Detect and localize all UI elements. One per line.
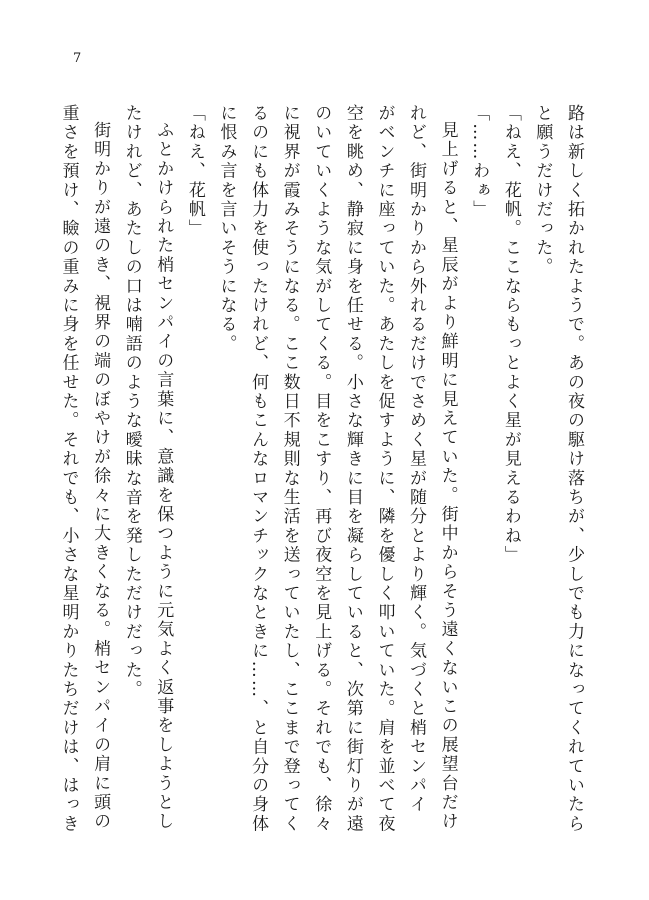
dialogue-line: 「ねえ、花帆」 [184, 104, 205, 239]
text-line: るのにも体力を使ったけれど、何もこんなロマンチックなときに……、と自分の身体 [248, 104, 269, 834]
text-line: 空を眺め、静寂に身を任せる。小さな輝きに目を凝らしていると、次第に街灯りが遠 [342, 104, 363, 834]
text-line: に恨み言を言いそうになる。 [216, 104, 237, 354]
vertical-text-body [49, 104, 589, 844]
text-line: たけれど、あたしの口は喃語のような曖昧な音を発しただけだった。 [121, 104, 142, 700]
text-line: がベンチに座っていた。あたしを促すように、隣を優しく叩いていた。肩を並べて夜 [374, 104, 395, 834]
dialogue-line: 「ねえ、花帆。ここならもっとよく星が見えるわね」 [500, 104, 521, 565]
text-line: のいていくような気がしてくる。目をこすり、再び夜空を見上げる。それでも、徐々 [311, 104, 332, 834]
text-line: に視界が霞みそうになる。ここ数日不規則な生活を送っていたし、ここまで登ってく [279, 104, 300, 834]
text-line: れど、街明かりから外れるだけでさめく星が随分とより輝く。気づくと梢センパイ [406, 104, 427, 815]
paragraph-start-line: 街明かりが遠のき、視界の端のぼやけが徐々に大きくなる。梢センパイの肩に頭の [90, 121, 111, 832]
paragraph-start-line: ふとかけられた梢センパイの言葉に、意識を保つように元気よく返事をしようとし [153, 121, 174, 832]
text-line: と願うだけだった。 [532, 104, 553, 277]
text-line: 重さを預け、瞼の重みに身を任せた。それでも、小さな星明かりたちだけは、はっき [58, 104, 79, 834]
page-number: 7 [73, 51, 82, 66]
dialogue-line: 「……わぁ」 [469, 104, 490, 220]
text-line: 路は新しく拓かれたようで。あの夜の駆け落ちが、少しでも力になってくれていたら [564, 104, 584, 834]
paragraph-start-line: 見上げると、星辰がより鮮明に見えていた。街中からそう遠くないこの展望台だけ [437, 121, 458, 832]
